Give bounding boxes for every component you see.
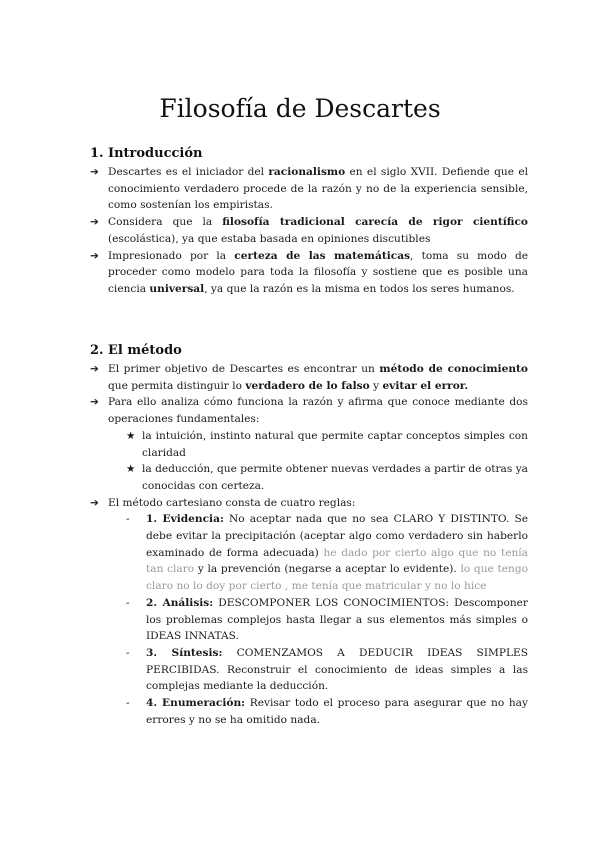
arrow-bullet-icon: ➔ bbox=[90, 216, 99, 229]
arrow-bullet-icon: ➔ bbox=[90, 496, 99, 509]
rule-label: 4. Enumeración: bbox=[146, 697, 246, 710]
arrow-bullet-icon: ➔ bbox=[90, 249, 99, 262]
section-heading-metodo bbox=[90, 343, 182, 358]
keyword-evitar-error: evitar el error. bbox=[382, 379, 469, 392]
list-item: ➔ El primer objetivo de Descartes es encontrar un método de conocimiento que permita distinguir lo verdadero de lo falso y evitar el error. bbox=[90, 363, 528, 392]
section-body-metodo bbox=[90, 361, 528, 728]
dash-bullet-icon: - bbox=[126, 513, 130, 526]
handwritten-note: he dado por cierto algo que no tenía tan claro bbox=[146, 546, 529, 576]
section-title: Introducción bbox=[108, 146, 203, 161]
document-title: Filosofía de Descartes bbox=[159, 94, 441, 123]
dash-bullet-icon: - bbox=[126, 697, 130, 710]
list-item: ➔ El método cartesiano consta de cuatro reglas: bbox=[90, 495, 528, 512]
list-item: ➔ Considera que la filosofía tradicional carecía de rigor científico (escolástica), ya que estaba basada en opiniones discutibles bbox=[90, 216, 528, 245]
keyword-certeza-matematicas: certeza de las matemáticas bbox=[234, 249, 411, 262]
arrow-bullet-icon: ➔ bbox=[90, 363, 99, 375]
rule-label: 3. Síntesis: bbox=[146, 646, 223, 659]
arrow-bullet-icon: ➔ bbox=[90, 166, 99, 178]
rule-item-evidencia: - 1. Evidencia: No aceptar nada que no sea CLARO Y DISTINTO. Se debe evitar la precipitación (aceptar algo como verdadero sin haberlo examinado de forma adecuada) he dado por cierto algo que no tenía tan claro y la prevención (negarse a aceptar lo evidente). lo que tengo claro no lo doy por cierto , me tenía que matricular y no lo hice bbox=[126, 513, 529, 593]
rule-item-analisis: - 2. Análisis: DESCOMPONER LOS CONOCIMIENTOS: Descomponer los problemas complejos hasta llegar a sus elementos más simples o IDEAS INNATAS. bbox=[126, 596, 528, 643]
arrow-bullet-icon: ➔ bbox=[90, 396, 99, 409]
sub-list-item: ★ la intuición, instinto natural que permite captar conceptos simples con claridad bbox=[126, 429, 528, 459]
sub-list-item: ★ la deducción, que permite obtener nuevas verdades a partir de otras ya conocidas con certeza. bbox=[126, 463, 528, 492]
section-heading-introduccion bbox=[90, 146, 203, 161]
section-number: 2. bbox=[90, 343, 104, 358]
star-bullet-icon: ★ bbox=[126, 463, 136, 476]
list-item: ➔ Para ello analiza cómo funciona la razón y afirma que conoce mediante dos operaciones fundamentales: bbox=[90, 396, 528, 426]
list-item: ➔ Descartes es el iniciador del racionalismo en el siglo XVII. Defiende que el conocimiento verdadero procede de la razón y no de la experiencia sensible, como sostenían los empiristas. bbox=[90, 166, 528, 212]
dash-bullet-icon: - bbox=[126, 646, 130, 659]
handwritten-note: lo que tengo claro no lo doy por cierto , me tenía que matricular y no lo hice bbox=[146, 563, 528, 593]
keyword-metodo-conocimiento: método de conocimiento bbox=[379, 363, 528, 375]
rule-label: 1. Evidencia: bbox=[146, 513, 224, 526]
list-item: ➔ Impresionado por la certeza de las matemáticas, toma su modo de proceder como modelo para toda la filosofía y sostiene que es posible una ciencia universal, ya que la razón es la misma en todos los seres humanos. bbox=[90, 249, 528, 295]
section-number: 1. bbox=[90, 146, 104, 161]
rule-label: 2. Análisis: bbox=[146, 596, 214, 609]
dash-bullet-icon: - bbox=[126, 596, 130, 609]
keyword-filosofia-tradicional: filosofía tradicional carecía de rigor científico bbox=[222, 216, 528, 229]
keyword-universal: universal bbox=[149, 282, 205, 295]
rule-item-sintesis: - 3. Síntesis: COMENZAMOS A DEDUCIR IDEAS SIMPLES PERCIBIDAS. Reconstruir el conocimiento de ideas simples a las complejas mediante la deducción. bbox=[126, 646, 528, 693]
keyword-verdadero-falso: verdadero de lo falso bbox=[245, 379, 370, 392]
rule-item-enumeracion: - 4. Enumeración: Revisar todo el proceso para asegurar que no hay errores y no se ha omitido nada. bbox=[126, 697, 528, 726]
star-bullet-icon: ★ bbox=[126, 429, 136, 442]
section-title: El método bbox=[108, 343, 182, 358]
section-body-introduccion bbox=[90, 164, 528, 298]
keyword-racionalismo: racionalismo bbox=[268, 166, 346, 178]
